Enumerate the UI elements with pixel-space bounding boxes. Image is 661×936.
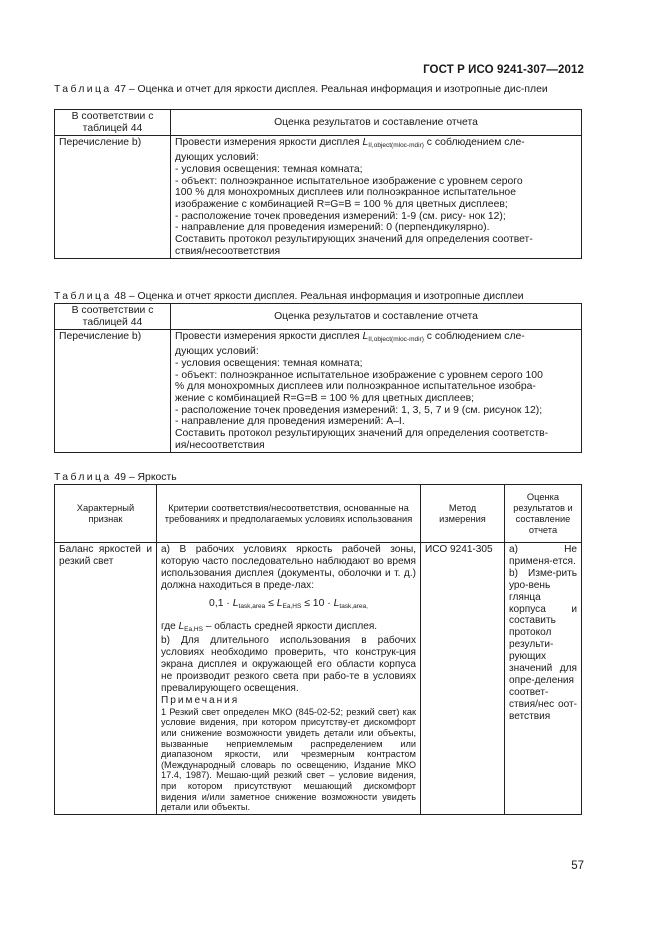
table49-col3-header: Метод измерения	[421, 485, 505, 543]
table48-content	[171, 330, 582, 453]
table49-col1-header: Характерный признак	[55, 485, 157, 543]
table48-line: - расположение точек проведения измерений: 1, 3, 5, 7 и 9 (см. рисунок 12);	[175, 404, 543, 416]
table47-line: - расположение точек проведения измерений: 1-9 (см. рису- нок 12);	[175, 210, 506, 222]
table48-caption-text: 48 – Оценка и отчет яркости дисплея. Реальная информация и изотропные дисплеи	[111, 291, 524, 302]
page-number: 57	[571, 860, 584, 872]
table47-caption-word: Таблица	[54, 84, 112, 95]
table49-caption	[54, 471, 584, 484]
table48-caption-word: Таблица	[54, 291, 112, 302]
table49-evaluation	[505, 543, 582, 815]
table47-line: - объект: полноэкранное испытательное изображение с уровнем серого	[175, 175, 523, 187]
table47-line: 100 % для монохромных дисплеев или полноэкранное испытательное	[175, 187, 516, 199]
table47-line: - направление для проведения измерений: 0 (перпендикулярно).	[175, 222, 490, 234]
table49-caption-text: 49 – Яркость	[111, 472, 177, 483]
table48-line: Составить протокол результирующих значений для определения соответств-	[175, 428, 549, 440]
table47-line: изображение с комбинацией R=G=B = 100 % для цветных дисплеев;	[175, 198, 508, 210]
table48	[54, 303, 582, 453]
criteria-b: b) Для длительного использования в рабочих условиях необходимо проверить, что конструк-ция экрана дисплея и окружающей его области корпуса не производит резкого света при рабо-те в условиях превалирующего освещения.	[161, 635, 416, 695]
table48-line: жение с комбинацией R=G=B = 100 % для цветных дисплеев;	[175, 392, 475, 404]
table49-method: ИСО 9241-305	[421, 543, 505, 815]
table47-line: Составить протокол результирующих значений для определения соответ-	[175, 234, 533, 246]
table48-line: - направление для проведения измерений: A–I.	[175, 416, 405, 428]
table48-line: Провести измерения яркости дисплея $L_{II,object(mloc-mdir)}$ с соблюдением сле-	[175, 331, 525, 344]
table47-caption	[54, 83, 584, 96]
table48-line: - объект: полноэкранное испытательное изображение с уровнем серого 100	[175, 369, 543, 381]
table49-col2-header: Критерии соответствия/несоответствия, основанные на требованиях и предполагаемых условиях использования	[157, 485, 421, 543]
table47-content	[171, 136, 582, 259]
table49	[54, 484, 582, 815]
table49-criteria	[157, 543, 421, 815]
table47-col2-header: Оценка результатов и составление отчета	[171, 110, 582, 136]
luminance-formula: $0,1 \cdot L_{task,area} \le L_{Ea,HS} \le 10 \cdot L_{task,area,}$	[209, 597, 368, 610]
table48-col1-header: В соответствии с таблицей 44	[55, 304, 171, 330]
table49-row-label: Баланс яркостей и резкий свет	[55, 543, 157, 815]
notes-heading: Примечания	[161, 694, 240, 706]
note-text: 1 Резкий свет определен МКО (845-02-52; резкий свет) как условие видения, при котором присутству-ет дискомфорт или снижение возможности увидеть детали или объекты, вызванные неприемлемым распределением или диапазоном яркости, или чрезмерным контрастом (Международный словарь по освещению, Издание МКО 17.4, 1987). Мешаю-щий резкий свет – условие видения, при котором присутствуют мешающий дискомфорт видения и/или заметное снижение возможности увидеть детали или объекты.	[161, 706, 416, 813]
table47-line: дующих условий:	[175, 152, 259, 164]
table47-line: - условия освещения: темная комната;	[175, 163, 363, 175]
table49-col4-header: Оценка результатов и составление отчета	[505, 485, 582, 543]
table47	[54, 109, 582, 259]
table48-line: ия/несоответствия	[175, 439, 265, 451]
formula-where: где $L_{Ea,HS}$ – область средней яркости дисплея.	[161, 620, 378, 633]
standard-header: ГОСТ Р ИСО 9241-307—2012	[423, 64, 584, 76]
table47-line: Провести измерения яркости дисплея $L_{II,object(mloc-mdir)}$ с соблюдением сле-	[175, 137, 525, 150]
table48-line: - условия освещения: темная комната;	[175, 357, 363, 369]
criteria-a: а) В рабочих условиях яркость рабочей зоны, которую часто последовательно наблюдают во время использования дисплея (документы, оболочки и т. д.) должна находиться в преде-лах:	[161, 544, 416, 591]
evaluation-a: а) Не применя-ется.	[509, 544, 577, 567]
table47-caption-text: 47 – Оценка и отчет для яркости дисплея. Реальная информация и изотропные дис-плеи	[111, 84, 548, 95]
table49-caption-word: Таблица	[54, 472, 112, 483]
table47-col1-header: В соответствии с таблицей 44	[55, 110, 171, 136]
table48-col2-header: Оценка результатов и составление отчета	[171, 304, 582, 330]
table48-row-label: Перечисление b)	[55, 330, 171, 453]
evaluation-b: b) Изме-рить уро-вень глянца корпуса и составить протокол результи-рующих значений для опре-деления соответ-ствия/нес оот-ветствия	[509, 567, 577, 722]
table47-row-label: Перечисление b)	[55, 136, 171, 259]
table48-caption	[54, 290, 584, 303]
table48-line: % для монохромных дисплеев или полноэкранное испытательное изобра-	[175, 381, 536, 393]
table48-line: дующих условий:	[175, 346, 259, 358]
table47-line: ствия/несоответствия	[175, 245, 281, 257]
